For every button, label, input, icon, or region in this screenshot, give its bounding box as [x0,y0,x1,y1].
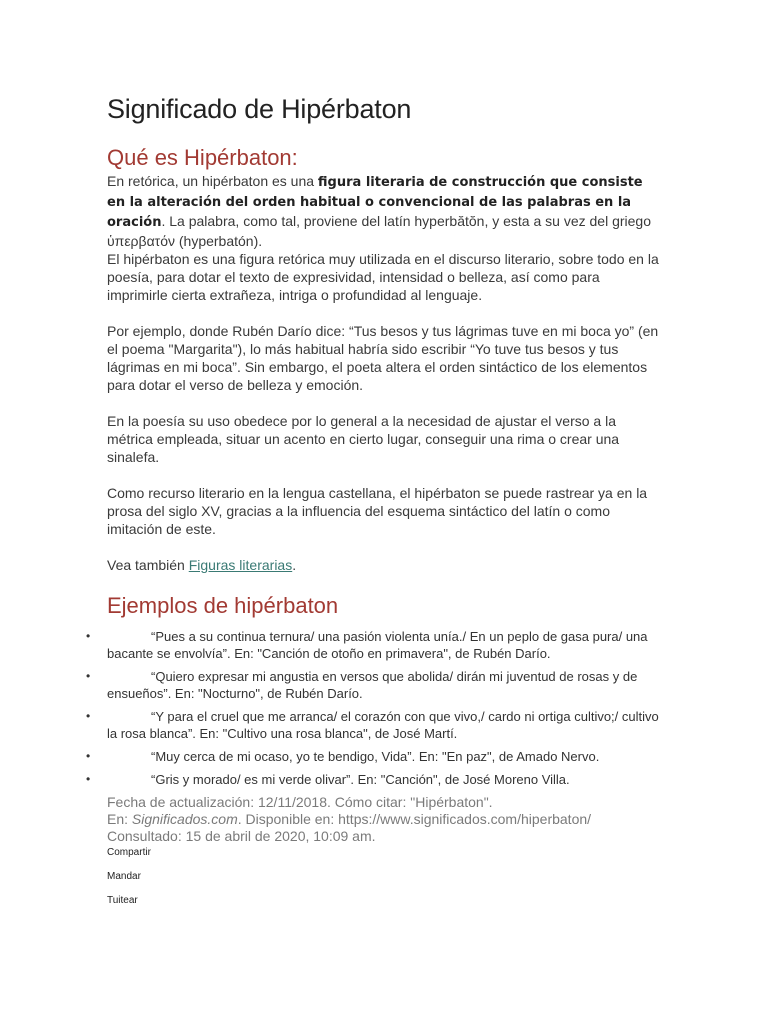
share-compartir[interactable]: Compartir [107,847,151,858]
list-item [86,748,663,765]
examples-list [86,628,663,788]
list-item [86,708,663,742]
citation-site: Significados.com [131,811,238,827]
citation-source [107,811,663,828]
poetry-paragraph: En la poesía su uso obedece por lo general a la necesidad de ajustar el verso a la métrica empleada, situar un acento en cierto lugar, conseguir una rima o crear una sinalefa. [107,413,620,465]
example-text: “Y para el cruel que me arranca/ el corazón con que vivo,/ cardo ni ortiga cultivo;/ cultivo la rosa blanca”. En: "Cultivo una rosa blanca", de José Martí. [107,709,659,741]
article [86,92,663,907]
citation-date: Fecha de actualización: 12/11/2018. Cómo citar: "Hipérbaton". [107,794,493,810]
definition-rest: . La palabra, como tal, proviene del latín hyperbătŏn, y esta a su vez del griego ὑπερβατόν (hyperbatón). [107,213,651,249]
share-mandar[interactable]: Mandar [107,871,141,882]
section-heading-ejemplos: Ejemplos de hipérbaton [107,593,339,618]
bullet-icon: • [86,669,91,683]
see-also [107,556,663,574]
example-text: “Quiero expresar mi angustia en versos que abolida/ dirán mi juventud de rosas y de ensueños”. En: "Nocturno", de Rubén Darío. [107,669,638,701]
definition-intro: En retórica, un hipérbaton es una [107,173,318,189]
example-text: “Pues a su continua ternura/ una pasión violenta unía./ En un peplo de gasa pura/ una bacante se envolvía”. En: "Canción de otoño en primavera", de Rubén Darío. [107,629,648,661]
page-title: Significado de Hipérbaton [107,94,412,124]
citation-consulted: Consultado: 15 de abril de 2020, 10:09 am. [107,828,376,844]
list-item [86,668,663,702]
history-paragraph: Como recurso literario en la lengua castellana, el hipérbaton se puede rastrear ya en la prosa del siglo XV, gracias a la influencia del esquema sintáctico del latín o como imitación de este. [107,485,648,537]
section-heading-que-es: Qué es Hipérbaton: [107,145,298,170]
bullet-icon: • [86,749,91,763]
bullet-icon: • [86,709,91,723]
bullet-icon: • [86,772,91,786]
usage-paragraph: El hipérbaton es una figura retórica muy utilizada en el discurso literario, sobre todo en la poesía, para dotar el texto de expresividad, intensidad o belleza, así como para imprimirle cierta extrañeza, intriga o profundidad al lenguaje. [107,251,659,303]
citation-source-prefix: En: [107,811,132,827]
figuras-literarias-link[interactable]: Figuras literarias [188,557,293,573]
definition-bold: figura literaria de construcción que consiste en la alteración del orden habitual o convencional de las palabras en la oración [107,175,643,230]
see-also-suffix: . [292,557,297,573]
see-also-prefix: Vea también [107,557,189,573]
list-item [86,771,663,788]
list-item [86,628,663,662]
share-tuitear[interactable]: Tuitear [107,895,138,906]
example-text: “Muy cerca de mi ocaso, yo te bendigo, Vida”. En: "En paz", de Amado Nervo. [151,749,600,764]
citation-url: . Disponible en: https://www.significados.com/hiperbaton/ [237,811,592,827]
example-paragraph: Por ejemplo, donde Rubén Darío dice: “Tus besos y tus lágrimas tuve en mi boca yo” (en el poema "Margarita"), lo más habitual habría sido escribir “Yo tuve tus besos y tus lágrimas en mi boca”. Sin embargo, el poeta altera el orden sintáctico de los elementos para dotar el verso de belleza y emoción. [107,323,659,393]
definition-paragraph [107,172,663,250]
example-text: “Gris y morado/ es mi verde olivar”. En: "Canción", de José Moreno Villa. [151,772,570,787]
bullet-icon: • [86,629,91,643]
citation-block [107,794,663,845]
